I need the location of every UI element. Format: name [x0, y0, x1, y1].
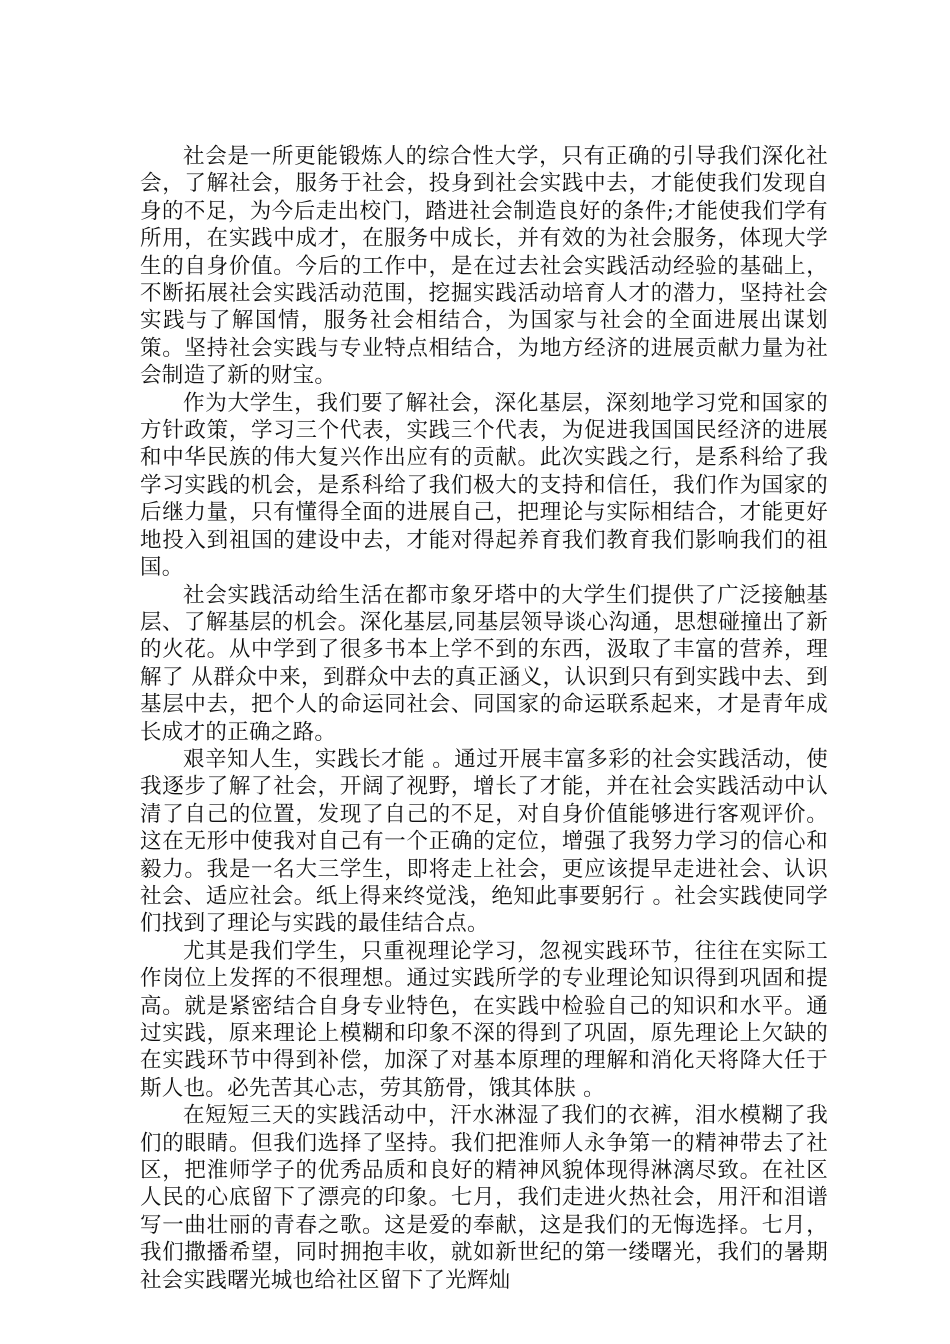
- paragraph-6: 在短短三天的实践活动中，汗水淋湿了我们的衣裤，泪水模糊了我们的眼睛。但我们选择了坚持。我们把淮师人永争第一的精神带去了社区，把淮师学子的优秀品质和良好的精神风貌体现得淋漓尽致。在社区人民的心底留下了漂亮的印象。七月，我们走进火热社会，用汗和泪谱写一曲壮丽的青春之歌。这是爱的奉献，这是我们的无悔选择。七月，我们撒播希望，同时拥抱丰收，就如新世纪的第一缕曙光，我们的暑期社会实践曙光城也给社区留下了光辉灿: [140, 1103, 828, 1293]
- paragraph-1: 社会是一所更能锻炼人的综合性大学，只有正确的引导我们深化社会，了解社会，服务于社会，投身到社会实践中去，才能使我们发现自身的不足，为今后走出校门，踏进社会制造良好的条件;才能使我们学有所用，在实践中成才，在服务中成长，并有效的为社会服务，体现大学生的自身价值。今后的工作中，是在过去社会实践活动经验的基础上，不断拓展社会实践活动范围，挖掘实践活动培育人才的潜力，坚持社会实践与了解国情，服务社会相结合，为国家与社会的全面进展出谋划策。坚持社会实践与专业特点相结合，为地方经济的进展贡献力量为社会制造了新的财宝。: [140, 144, 828, 389]
- document-body: [140, 143, 828, 1294]
- paragraph-2: 作为大学生，我们要了解社会，深化基层，深刻地学习党和国家的方针政策，学习三个代表，实践三个代表，为促进我国国民经济的进展和中华民族的伟大复兴作出应有的贡献。此次实践之行，是系科给了我学习实践的机会，是系科给了我们极大的支持和信任，我们作为国家的后继力量，只有懂得全面的进展自己，把理论与实际相结合，才能更好地投入到祖国的建设中去，才能对得起养育我们教育我们影响我们的祖国。: [140, 390, 828, 581]
- paragraph-5: 尤其是我们学生，只重视理论学习，忽视实践环节，往往在实际工作岗位上发挥的不很理想。通过实践所学的专业理论知识得到巩固和提高。就是紧密结合自身专业特色，在实践中检验自己的知识和水平。通过实践，原来理论上模糊和印象不深的得到了巩固，原先理论上欠缺的在实践环节中得到补偿，加深了对基本原理的理解和消化天将降大任于斯人也。必先苦其心志，劳其筋骨，饿其体肤 。: [140, 938, 828, 1101]
- paragraph-4: 艰辛知人生，实践长才能 。通过开展丰富多彩的社会实践活动，使我逐步了解了社会，开阔了视野，增长了才能，并在社会实践活动中认清了自己的位置，发现了自己的不足，对自身价值能够进行客观评价。这在无形中使我对自己有一个正确的定位，增强了我努力学习的信心和毅力。我是一名大三学生，即将走上社会，更应该提早走进社会、认识社会、适应社会。纸上得来终觉浅，绝知此事要躬行 。社会实践使同学们找到了理论与实践的最佳结合点。: [140, 746, 828, 937]
- paragraph-3: 社会实践活动给生活在都市象牙塔中的大学生们提供了广泛接触基层、了解基层的机会。深化基层,同基层领导谈心沟通，思想碰撞出了新的火花。从中学到了很多书本上学不到的东西，汲取了丰富的营养，理解了 从群众中来，到群众中去的真正涵义，认识到只有到实践中去、到基层中去，把个人的命运同社会、同国家的命运联系起来，才是青年成长成才的正确之路。: [140, 582, 828, 745]
